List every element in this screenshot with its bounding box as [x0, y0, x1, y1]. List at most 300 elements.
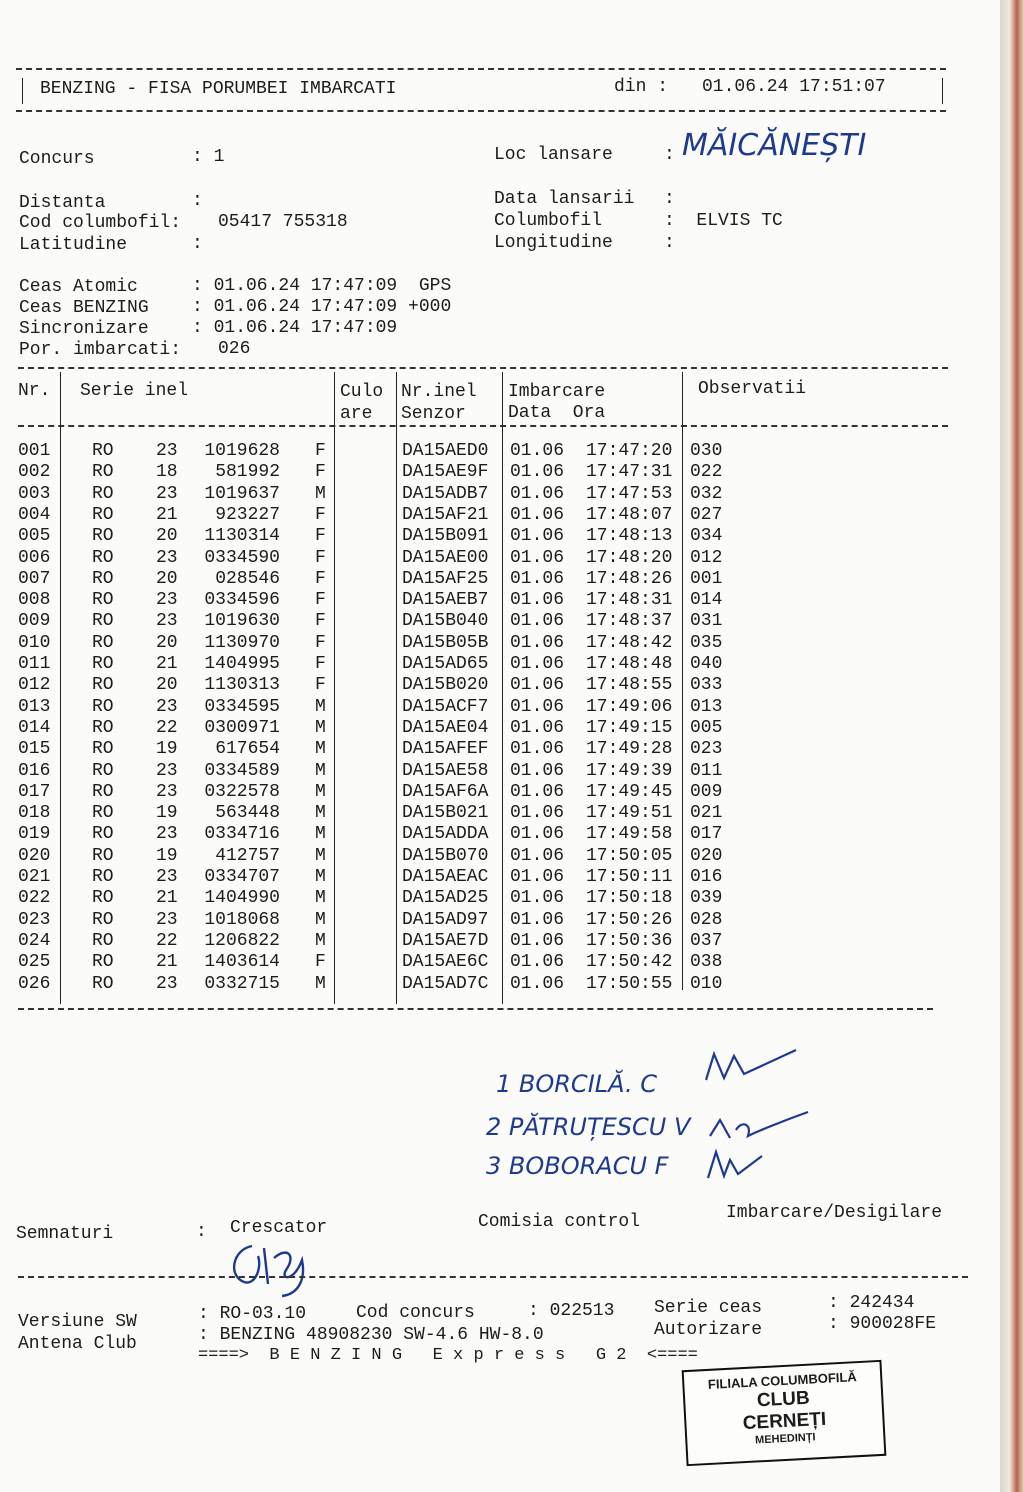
cell-chip: DA15AEB7	[402, 590, 489, 611]
cell-ring-number: 1404995	[204, 654, 280, 674]
cell-nr: 013	[18, 696, 51, 717]
cell-sex: F	[315, 590, 326, 611]
table-row	[0, 526, 1000, 547]
cell-sex: M	[315, 867, 326, 887]
cod-columbofil-label: Cod columbofil:	[19, 213, 182, 233]
cell-ring-number: 617654	[215, 739, 280, 760]
cell-year: 23	[156, 867, 178, 887]
cell-time: 17:48:42	[586, 632, 673, 653]
cell-chip: DA15AE58	[402, 760, 489, 781]
cell-nr: 021	[18, 867, 51, 887]
cell-time: 17:50:11	[586, 867, 673, 887]
cell-nr: 014	[18, 717, 51, 738]
cell-chip: DA15AF25	[402, 568, 489, 589]
table-row	[0, 505, 1000, 526]
cell-sex: F	[315, 654, 326, 674]
cell-year: 23	[156, 547, 178, 568]
header-right-border	[942, 78, 943, 104]
cell-nr: 023	[18, 909, 51, 930]
col-header-imbarcare: Imbarcare	[508, 382, 606, 402]
cell-time: 17:50:42	[586, 952, 673, 973]
cell-observatii: 013	[690, 696, 723, 717]
cell-sex: F	[315, 526, 326, 547]
cell-observatii: 039	[690, 888, 723, 909]
cell-observatii: 021	[690, 803, 723, 824]
cell-country: RO	[92, 441, 114, 461]
cell-sex: M	[315, 781, 326, 802]
cell-date: 01.06	[510, 526, 565, 547]
cell-sex: F	[315, 462, 326, 483]
cell-year: 21	[156, 654, 178, 674]
cell-date: 01.06	[510, 483, 565, 504]
cell-date: 01.06	[510, 973, 565, 994]
loc-lansare-label: Loc lansare	[494, 145, 613, 165]
cell-ring-number: 1018068	[204, 909, 280, 930]
cell-country: RO	[92, 483, 114, 504]
cell-date: 01.06	[510, 504, 565, 525]
cell-ring-number: 1019628	[204, 441, 280, 461]
cell-country: RO	[92, 867, 114, 887]
cell-chip: DA15ACF7	[402, 696, 489, 717]
cell-year: 19	[156, 803, 178, 824]
cell-date: 01.06	[510, 867, 565, 887]
cell-date: 01.06	[510, 760, 565, 781]
serie-ceas-label: Serie ceas	[654, 1298, 763, 1318]
cell-year: 19	[156, 845, 178, 866]
cell-country: RO	[92, 909, 114, 930]
loc-lansare-handwritten: MĂICĂNEȘTI	[682, 128, 867, 163]
cell-sex: F	[315, 675, 326, 696]
cell-ring-number: 0322578	[204, 781, 280, 802]
table-row	[0, 803, 1000, 824]
cell-chip: DA15AE7D	[402, 930, 489, 951]
header-left-border	[22, 78, 23, 104]
cell-nr: 004	[18, 504, 51, 525]
cell-observatii: 035	[690, 632, 723, 653]
cell-ring-number: 1404990	[204, 888, 280, 909]
columbofil-label: Columbofil	[494, 211, 603, 231]
cell-nr: 026	[18, 973, 51, 994]
cell-nr: 022	[18, 888, 51, 909]
serie-ceas-value: : 242434	[828, 1293, 915, 1313]
cell-chip: DA15AEAC	[402, 867, 489, 887]
col-header-senzor: Senzor	[401, 404, 466, 424]
antena-club-value: : BENZING 48908230 SW-4.6 HW-8.0	[198, 1325, 544, 1345]
cell-observatii: 023	[690, 739, 723, 760]
cell-observatii: 020	[690, 845, 723, 866]
cell-date: 01.06	[510, 739, 565, 760]
commission-member-2: 2 PĂTRUȚESCU V	[486, 1113, 691, 1141]
loc-lansare-colon: :	[664, 145, 675, 165]
cell-nr: 020	[18, 845, 51, 866]
cell-time: 17:49:51	[586, 803, 673, 824]
table-row	[0, 867, 1000, 888]
ceas-atomic-value: : 01.06.24 17:47:09 GPS	[192, 276, 452, 296]
cell-year: 23	[156, 909, 178, 930]
crescator-label: Crescator	[230, 1218, 328, 1238]
cell-country: RO	[92, 717, 114, 738]
versiune-sw-label: Versiune SW	[18, 1312, 137, 1332]
cell-year: 21	[156, 888, 178, 909]
data-lansarii-label: Data lansarii	[494, 189, 635, 209]
cell-time: 17:48:07	[586, 504, 673, 525]
cell-sex: M	[315, 760, 326, 781]
longitudine-label: Longitudine	[494, 233, 613, 253]
cell-ring-number: 1019630	[204, 611, 280, 632]
cell-nr: 024	[18, 930, 51, 951]
antena-club-label: Antena Club	[18, 1334, 137, 1354]
cod-columbofil-value: 05417 755318	[218, 212, 348, 232]
cell-country: RO	[92, 654, 114, 674]
porumbei-imbarcati-label: Por. imbarcati:	[19, 340, 182, 360]
cell-nr: 001	[18, 441, 51, 461]
cell-year: 20	[156, 568, 178, 589]
cell-date: 01.06	[510, 568, 565, 589]
table-row	[0, 548, 1000, 569]
cell-ring-number: 1019637	[204, 483, 280, 504]
cell-date: 01.06	[510, 547, 565, 568]
cell-time: 17:49:06	[586, 696, 673, 717]
cell-year: 23	[156, 483, 178, 504]
cell-chip: DA15AF21	[402, 504, 489, 525]
table-row	[0, 931, 1000, 952]
cell-observatii: 031	[690, 611, 723, 632]
table-bottom-border	[18, 1008, 933, 1010]
col-header-nr-inel: Nr.inel	[401, 382, 477, 402]
distanta-value: :	[192, 191, 203, 211]
cell-country: RO	[92, 504, 114, 525]
commission-signatures-scribble	[700, 1040, 820, 1190]
cell-chip: DA15B040	[402, 611, 489, 632]
cell-date: 01.06	[510, 781, 565, 802]
col-header-culoare-1: Culo	[340, 382, 384, 402]
cell-time: 17:49:15	[586, 717, 673, 738]
cell-year: 23	[156, 760, 178, 781]
cell-country: RO	[92, 803, 114, 824]
table-row	[0, 675, 1000, 696]
ceas-benzing-value: : 01.06.24 17:47:09 +000	[192, 297, 452, 317]
table-row	[0, 590, 1000, 611]
cell-year: 20	[156, 526, 178, 547]
cell-nr: 019	[18, 824, 51, 845]
versiune-sw-value: : RO-03.10	[198, 1304, 307, 1324]
stamp-line-4: MEHEDINȚI	[754, 1431, 816, 1447]
cell-chip: DA15ADB7	[402, 483, 489, 504]
table-row	[0, 910, 1000, 931]
cell-sex: M	[315, 888, 326, 909]
col-header-observatii: Observatii	[698, 379, 807, 399]
table-row	[0, 654, 1000, 675]
ceas-benzing-label: Ceas BENZING	[19, 298, 149, 318]
autorizare-value: : 900028FE	[828, 1314, 937, 1334]
columbofil-value: : ELVIS TC	[664, 211, 783, 231]
benzing-express-banner: ====> B E N Z I N G E x p r e s s G 2 <====	[198, 1346, 698, 1365]
cell-date: 01.06	[510, 654, 565, 674]
cell-observatii: 014	[690, 590, 723, 611]
table-row	[0, 761, 1000, 782]
cell-time: 17:50:26	[586, 909, 673, 930]
cell-observatii: 022	[690, 462, 723, 483]
cell-chip: DA15AED0	[402, 441, 489, 461]
cell-chip: DA15AE04	[402, 717, 489, 738]
cell-ring-number: 0332715	[204, 973, 280, 994]
cell-chip: DA15B021	[402, 803, 489, 824]
cell-country: RO	[92, 824, 114, 845]
cell-sex: M	[315, 824, 326, 845]
date-label: din :	[614, 77, 669, 97]
cell-date: 01.06	[510, 803, 565, 824]
cell-ring-number: 1130314	[204, 526, 280, 547]
cell-time: 17:47:20	[586, 441, 673, 461]
cell-sex: M	[315, 717, 326, 738]
cell-observatii: 038	[690, 952, 723, 973]
cell-time: 17:49:45	[586, 781, 673, 802]
cell-country: RO	[92, 611, 114, 632]
semnaturi-label: Semnaturi	[16, 1224, 114, 1244]
cell-country: RO	[92, 547, 114, 568]
header-bottom-border	[16, 110, 946, 112]
cell-nr: 009	[18, 611, 51, 632]
club-stamp	[682, 1360, 887, 1466]
cell-observatii: 034	[690, 526, 723, 547]
cell-nr: 011	[18, 654, 51, 674]
cell-date: 01.06	[510, 845, 565, 866]
sincronizare-value: : 01.06.24 17:47:09	[192, 318, 398, 338]
cell-date: 01.06	[510, 462, 565, 483]
cell-time: 17:48:55	[586, 675, 673, 696]
table-row	[0, 441, 1000, 462]
cell-sex: F	[315, 611, 326, 632]
cell-chip: DA15AD25	[402, 888, 489, 909]
cell-observatii: 009	[690, 781, 723, 802]
cell-chip: DA15AFEF	[402, 739, 489, 760]
cell-chip: DA15AE00	[402, 547, 489, 568]
cell-country: RO	[92, 760, 114, 781]
table-row	[0, 974, 1000, 995]
cell-country: RO	[92, 888, 114, 909]
cell-year: 19	[156, 739, 178, 760]
cod-concurs-label: Cod concurs	[356, 1303, 475, 1323]
table-row	[0, 697, 1000, 718]
cell-time: 17:50:18	[586, 888, 673, 909]
cell-ring-number: 563448	[215, 803, 280, 824]
cell-sex: F	[315, 504, 326, 525]
cell-country: RO	[92, 781, 114, 802]
cell-sex: M	[315, 845, 326, 866]
cell-sex: M	[315, 739, 326, 760]
cell-ring-number: 0334595	[204, 696, 280, 717]
cell-date: 01.06	[510, 824, 565, 845]
table-row	[0, 739, 1000, 760]
cell-nr: 003	[18, 483, 51, 504]
cell-observatii: 010	[690, 973, 723, 994]
stamp-line-3: CERNEȚI	[742, 1408, 827, 1435]
date-value: 01.06.24 17:51:07	[702, 77, 886, 97]
longitudine-value: :	[664, 233, 675, 253]
table-header-separator	[18, 425, 948, 427]
cell-observatii: 028	[690, 909, 723, 930]
cell-nr: 017	[18, 781, 51, 802]
cell-time: 17:47:31	[586, 462, 673, 483]
cell-date: 01.06	[510, 888, 565, 909]
cell-sex: M	[315, 696, 326, 717]
col-header-nr: Nr.	[18, 381, 51, 401]
cell-ring-number: 1206822	[204, 930, 280, 951]
cell-chip: DA15AF6A	[402, 781, 489, 802]
cell-time: 17:48:31	[586, 590, 673, 611]
cell-sex: M	[315, 803, 326, 824]
stamp-line-2: CLUB	[756, 1387, 811, 1412]
cell-country: RO	[92, 952, 114, 973]
cod-concurs-value: : 022513	[528, 1301, 615, 1321]
table-row	[0, 888, 1000, 909]
cell-date: 01.06	[510, 441, 565, 461]
cell-country: RO	[92, 632, 114, 653]
cell-ring-number: 0300971	[204, 717, 280, 738]
cell-year: 21	[156, 952, 178, 973]
table-row	[0, 824, 1000, 845]
cell-chip: DA15B020	[402, 675, 489, 696]
sincronizare-label: Sincronizare	[19, 319, 149, 339]
comisia-control-label: Comisia control	[478, 1212, 641, 1232]
cell-year: 23	[156, 824, 178, 845]
cell-observatii: 037	[690, 930, 723, 951]
cell-date: 01.06	[510, 675, 565, 696]
cell-nr: 005	[18, 526, 51, 547]
cell-sex: M	[315, 930, 326, 951]
table-row	[0, 846, 1000, 867]
cell-date: 01.06	[510, 590, 565, 611]
concurs-value: : 1	[192, 147, 225, 167]
cell-observatii: 033	[690, 675, 723, 696]
col-header-culoare-2: are	[340, 404, 373, 424]
cell-chip: DA15B091	[402, 526, 489, 547]
imbarcare-desigilare-label: Imbarcare/Desigilare	[726, 1203, 943, 1223]
cell-time: 17:48:26	[586, 568, 673, 589]
cell-nr: 018	[18, 803, 51, 824]
cell-nr: 008	[18, 590, 51, 611]
cell-observatii: 032	[690, 483, 723, 504]
col-header-data-ora: Data Ora	[508, 403, 606, 423]
cell-sex: F	[315, 547, 326, 568]
cell-nr: 016	[18, 760, 51, 781]
cell-time: 17:49:39	[586, 760, 673, 781]
cell-time: 17:50:55	[586, 973, 673, 994]
cell-date: 01.06	[510, 696, 565, 717]
table-row	[0, 633, 1000, 654]
cell-date: 01.06	[510, 717, 565, 738]
stamp-line-1: FILIALA COLUMBOFILĂ	[707, 1369, 858, 1392]
cell-observatii: 017	[690, 824, 723, 845]
cell-nr: 015	[18, 739, 51, 760]
cell-nr: 007	[18, 568, 51, 589]
latitudine-label: Latitudine	[19, 235, 128, 255]
cell-ring-number: 0334707	[204, 867, 280, 887]
cell-year: 22	[156, 717, 178, 738]
cell-time: 17:48:48	[586, 654, 673, 674]
cell-sex: M	[315, 909, 326, 930]
cell-country: RO	[92, 568, 114, 589]
cell-ring-number: 412757	[215, 845, 280, 866]
cell-ring-number: 1130970	[204, 632, 280, 653]
cell-sex: M	[315, 973, 326, 994]
cell-chip: DA15B05B	[402, 632, 489, 653]
cell-year: 23	[156, 611, 178, 632]
commission-member-1: 1 BORCILĂ. C	[496, 1070, 658, 1098]
cell-ring-number: 581992	[215, 462, 280, 483]
cell-date: 01.06	[510, 909, 565, 930]
cell-chip: DA15AE6C	[402, 952, 489, 973]
cell-sex: F	[315, 441, 326, 461]
cell-time: 17:50:36	[586, 930, 673, 951]
col-header-serie-inel: Serie inel	[80, 381, 189, 401]
cell-observatii: 001	[690, 568, 723, 589]
header-top-border	[16, 68, 946, 70]
cell-ring-number: 0334596	[204, 590, 280, 611]
cell-chip: DA15AE9F	[402, 462, 489, 483]
cell-nr: 006	[18, 547, 51, 568]
cell-time: 17:48:13	[586, 526, 673, 547]
cell-date: 01.06	[510, 611, 565, 632]
cell-date: 01.06	[510, 930, 565, 951]
cell-year: 18	[156, 462, 178, 483]
cell-nr: 002	[18, 462, 51, 483]
cell-nr: 012	[18, 675, 51, 696]
cell-ring-number: 1403614	[204, 952, 280, 973]
cell-year: 23	[156, 441, 178, 461]
page-edge-shadow	[1000, 0, 1024, 1492]
cell-year: 23	[156, 781, 178, 802]
cell-sex: F	[315, 568, 326, 589]
cell-year: 23	[156, 973, 178, 994]
cell-time: 17:48:20	[586, 547, 673, 568]
table-row	[0, 611, 1000, 632]
table-row	[0, 718, 1000, 739]
cell-year: 22	[156, 930, 178, 951]
cell-year: 23	[156, 590, 178, 611]
cell-date: 01.06	[510, 632, 565, 653]
cell-ring-number: 0334716	[204, 824, 280, 845]
cell-observatii: 027	[690, 504, 723, 525]
cell-observatii: 011	[690, 760, 723, 781]
cell-nr: 025	[18, 952, 51, 973]
cell-ring-number: 923227	[215, 504, 280, 525]
cell-year: 23	[156, 696, 178, 717]
commission-member-3: 3 BOBORACU F	[486, 1152, 669, 1180]
cell-year: 20	[156, 675, 178, 696]
cell-country: RO	[92, 462, 114, 483]
cell-observatii: 040	[690, 654, 723, 674]
cell-country: RO	[92, 590, 114, 611]
cell-sex: F	[315, 952, 326, 973]
cell-observatii: 030	[690, 441, 723, 461]
cell-sex: M	[315, 483, 326, 504]
semnaturi-colon: :	[196, 1222, 207, 1242]
cell-time: 17:50:05	[586, 845, 673, 866]
ceas-atomic-label: Ceas Atomic	[19, 277, 138, 297]
table-row	[0, 569, 1000, 590]
cell-time: 17:47:53	[586, 483, 673, 504]
cell-chip: DA15AD65	[402, 654, 489, 674]
crescator-signature	[222, 1236, 322, 1300]
cell-ring-number: 0334589	[204, 760, 280, 781]
table-top-border	[18, 367, 948, 369]
cell-chip: DA15AD97	[402, 909, 489, 930]
cell-time: 17:48:37	[586, 611, 673, 632]
porumbei-imbarcati-value: 026	[218, 339, 251, 359]
table-row	[0, 484, 1000, 505]
cell-time: 17:49:28	[586, 739, 673, 760]
